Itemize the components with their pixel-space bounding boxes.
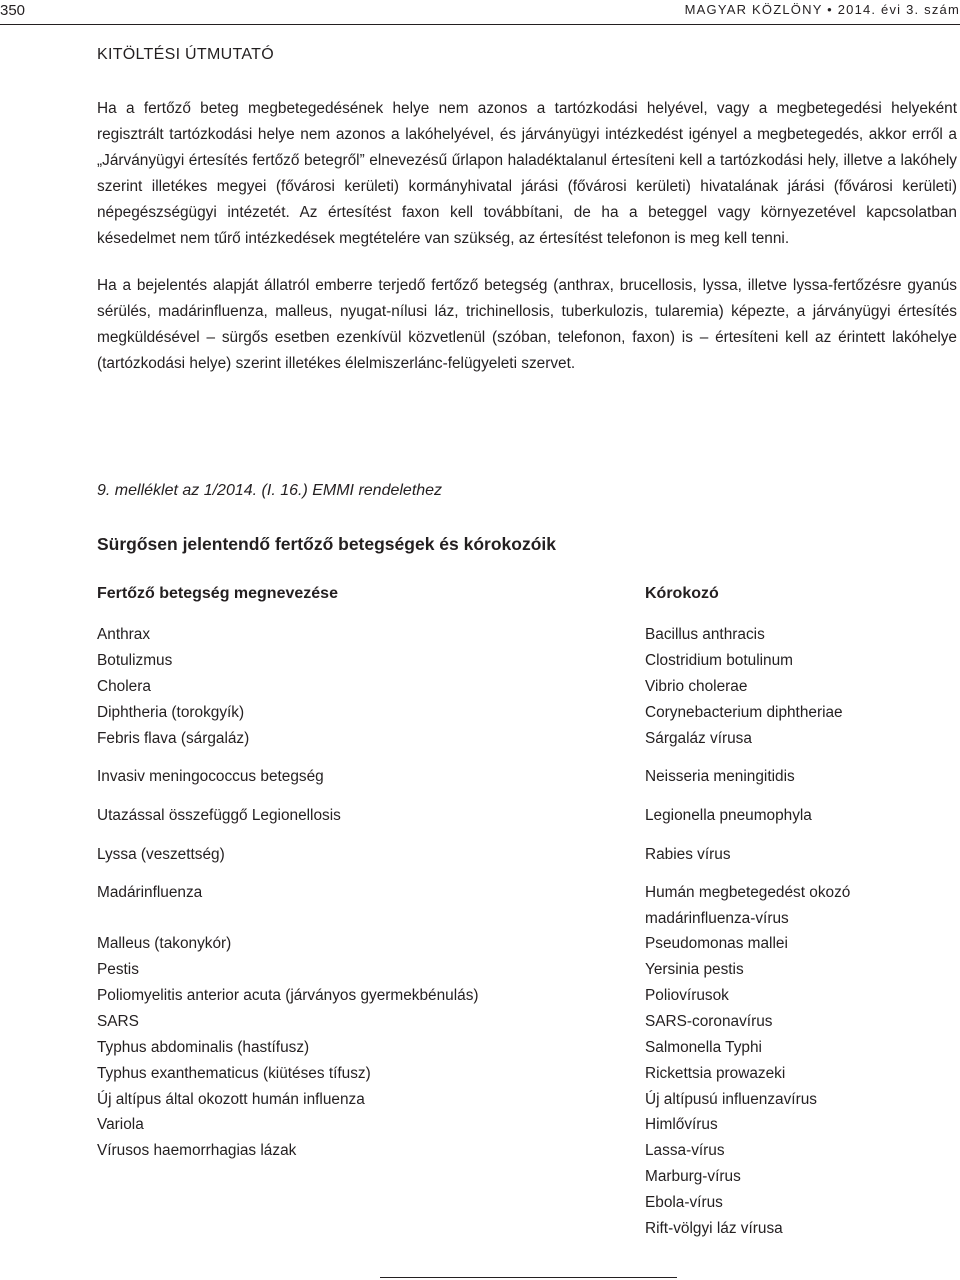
pathogen-cell: Poliovírusok xyxy=(645,987,729,1004)
page-header xyxy=(0,0,960,28)
disease-cell: Pestis xyxy=(97,961,139,978)
annex-title: 9. melléklet az 1/2014. (I. 16.) EMMI rendelethez xyxy=(97,482,443,499)
pathogen-cell: Rift-völgyi láz vírusa xyxy=(645,1220,783,1237)
disease-cell: Új altípus által okozott humán influenza xyxy=(97,1091,365,1108)
column-header-pathogen: Kórokozó xyxy=(645,585,719,602)
pathogen-cell: Bacillus anthracis xyxy=(645,626,765,643)
pathogen-cell: Rickettsia prowazeki xyxy=(645,1065,786,1082)
table-title: Sürgősen jelentendő fertőző betegségek és kórokozóik xyxy=(97,534,556,554)
instruction-paragraph-2: Ha a bejelentés alapját állatról emberre terjedő fertőző betegség (anthrax, brucellosis, lyssa, illetve lyssa-fertőzésre gyanús sérülés, madárinfluenza, malleus, nyugat-nílusi láz, trichinellosis, tuberkulozis, tularemia) képezte, a járványügyi értesítés megküldésével – sürgős esetben ezenkívül közvetlenül (szóban, telefonon, faxon) is – értesíteni kell az érintett lakóhelye (tartózkodási helye) szerint illetékes élelmiszerlánc-felügyeleti szervet. xyxy=(97,277,957,372)
disease-cell: Invasiv meningococcus betegség xyxy=(97,768,324,785)
pathogen-cell: Salmonella Typhi xyxy=(645,1039,762,1056)
pathogen-cell: Neisseria meningitidis xyxy=(645,768,795,785)
disease-cell: Anthrax xyxy=(97,626,151,643)
instruction-paragraph-1: Ha a fertőző beteg megbetegedésének helye nem azonos a tartózkodási helyével, vagy a megbetegedési helyeként regisztrált tartózkodási helye nem azonos a lakóhelyével, és járványügyi intézkedést igényel a megbetegedés, akkor erről a „Járványügyi értesítés fertőző betegről” elnevezésű űrlapon haladéktalanul értesíteni kell a tartózkodási hely, illetve a lakóhely szerint illetékes megyei (fővárosi kerületi) kormányhivatal járási (fővárosi kerületi) hivatalának járási (fővárosi kerületi) népegészségügyi intézetét. Az értesítést faxon kell továbbítani, de ha a beteggel vagy környezetével kapcsolatban késedelmet nem tűrő intézkedések megtételére van szükség, az értesítést telefonon is meg kell tenni. xyxy=(97,100,957,247)
disease-cell: Diphtheria (torokgyík) xyxy=(97,704,245,721)
pathogen-cell: Marburg-vírus xyxy=(645,1168,741,1185)
pathogen-cell: Pseudomonas mallei xyxy=(645,935,788,952)
disease-cell: Cholera xyxy=(97,678,151,695)
header-rule xyxy=(0,24,960,25)
disease-cell: Utazással összefüggő Legionellosis xyxy=(97,807,341,824)
disease-cell: Febris flava (sárgaláz) xyxy=(97,730,250,747)
disease-cell: SARS xyxy=(97,1013,139,1030)
disease-cell: Madárinfluenza xyxy=(97,884,203,901)
footer-rule xyxy=(380,1277,677,1278)
disease-cell: Typhus abdominalis (hastífusz) xyxy=(97,1039,310,1056)
pathogen-cell: Yersinia pestis xyxy=(645,961,744,978)
column-header-disease: Fertőző betegség megnevezése xyxy=(97,585,338,602)
pathogen-cell: Himlővírus xyxy=(645,1116,718,1133)
pathogen-cell: Ebola-vírus xyxy=(645,1194,723,1211)
running-head: MAGYAR KÖZLÖNY • 2014. évi 3. szám xyxy=(684,2,960,17)
disease-cell: Typhus exanthematicus (kiütéses tífusz) xyxy=(97,1065,371,1082)
disease-cell: Variola xyxy=(97,1116,144,1133)
disease-cell: Malleus (takonykór) xyxy=(97,935,232,952)
page-number: 350 xyxy=(0,2,26,19)
pathogen-cell: Clostridium botulinum xyxy=(645,652,793,669)
pathogen-cell: Lassa-vírus xyxy=(645,1142,725,1159)
pathogen-cell: Új altípusú influenzavírus xyxy=(645,1091,817,1108)
pathogen-cell: Rabies vírus xyxy=(645,846,731,863)
disease-cell: Botulizmus xyxy=(97,652,173,669)
pathogen-cell: SARS-coronavírus xyxy=(645,1013,773,1030)
pathogen-cell: Legionella pneumophyla xyxy=(645,807,812,824)
pathogen-cell: Vibrio cholerae xyxy=(645,678,748,695)
pathogen-cell: Sárgaláz vírusa xyxy=(645,730,752,747)
disease-cell: Poliomyelitis anterior acuta (járványos gyermekbénulás) xyxy=(97,987,479,1004)
pathogen-cell: Humán megbetegedést okozó madárinfluenza-vírus xyxy=(645,884,851,927)
pathogen-cell: Corynebacterium diphtheriae xyxy=(645,704,843,721)
section-title: KITÖLTÉSI ÚTMUTATÓ xyxy=(97,46,274,63)
disease-cell: Lyssa (veszettség) xyxy=(97,846,225,863)
disease-cell: Vírusos haemorrhagias lázak xyxy=(97,1142,297,1159)
